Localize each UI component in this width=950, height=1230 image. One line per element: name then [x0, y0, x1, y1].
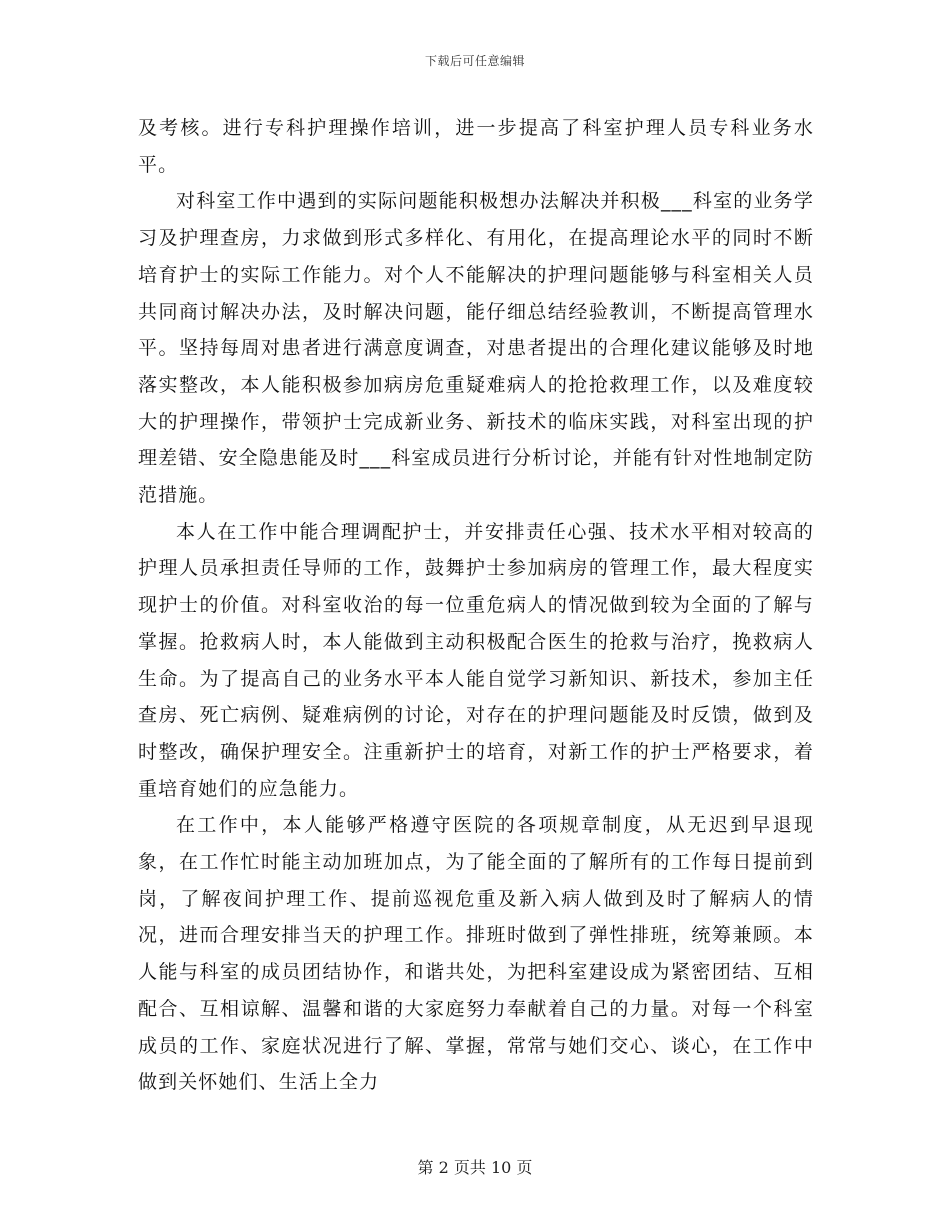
paragraph-3: 本人在工作中能合理调配护士，并安排责任心强、技术水平相对较高的护理人员承担责任导师的工作，鼓舞护士参加病房的管理工作，最大程度实现护士的价值。对科室收治的每一位重危病人的情况做到较为全面的了解与掌握。抢救病人时，本人能做到主动积极配合医生的抢救与治疗，挽救病人生命。为了提高自己的业务水平本人能自觉学习新知识、新技术，参加主任查房、死亡病例、疑难病例的讨论，对存在的护理问题能及时反馈，做到及时整改，确保护理安全。注重新护士的培育，对新工作的护士严格要求，着重培育她们的应急能力。: [138, 520, 814, 800]
page-footer: 第 2 页共 10 页: [417, 1158, 533, 1177]
paragraph-4: 在工作中，本人能够严格遵守医院的各项规章制度，从无迟到早退现象，在工作忙时能主动加班加点，为了能全面的了解所有的工作每日提前到岗，了解夜间护理工作、提前巡视危重及新入病人做到及时了解病人的情况，进而合理安排当天的护理工作。排班时做到了弹性排班，统筹兼顾。本人能与科室的成员团结协作，和谐共处，为把科室建设成为紧密团结、互相配合、互相谅解、温馨和谐的大家庭努力奉献着自己的力量。对每一个科室成员的工作、家庭状况进行了解、掌握，常常与她们交心、谈心，在工作中做到关怀她们、生活上全力: [138, 814, 814, 1094]
page-header: 下载后可任意编辑: [424, 54, 525, 68]
paragraph-2: 对科室工作中遇到的实际问题能积极想办法解决并积极___科室的业务学习及护理查房，力求做到形式多样化、有用化，在提高理论水平的同时不断培育护士的实际工作能力。对个人不能解决的护理问题能够与科室相关人员共同商讨解决办法，及时解决问题，能仔细总结经验教训，不断提高管理水平。坚持每周对患者进行满意度调查，对患者提出的合理化建议能够及时地落实整改，本人能积极参加病房危重疑难病人的抢抢救理工作，以及难度较大的护理操作，带领护士完成新业务、新技术的临床实践，对科室出现的护理差错、安全隐患能及时___科室成员进行分析讨论，并能有针对性地制定防范措施。: [138, 190, 814, 507]
paragraph-1: 及考核。进行专科护理操作培训，进一步提高了科室护理人员专科业务水平。: [138, 117, 814, 176]
document-body: [138, 110, 814, 1101]
